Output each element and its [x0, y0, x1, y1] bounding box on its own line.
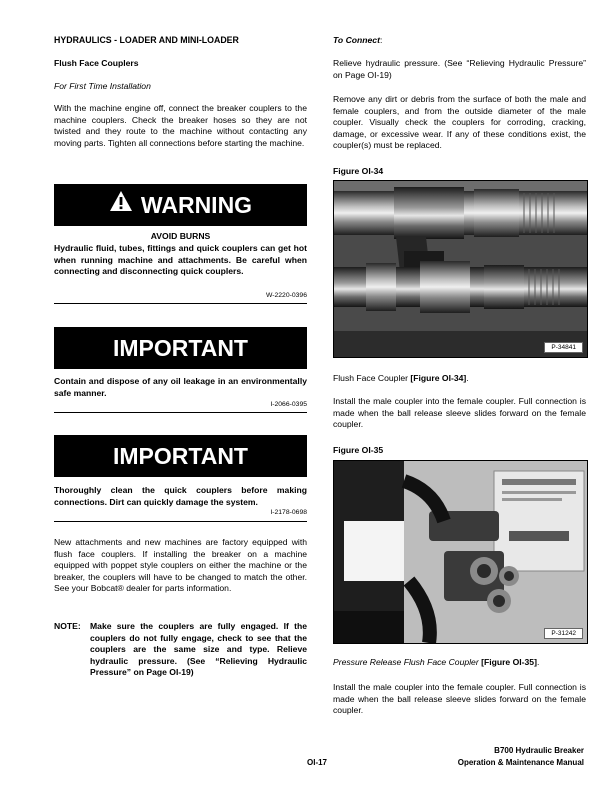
intro-paragraph: With the machine engine off, connect the breaker couplers to the machine couplers. Check the breaker hoses so they are not twisted and they route to the machine without contacting any moving parts. Tighten all connections before starting the machine. [54, 103, 307, 148]
figure-oi-34-code: P-34841 [544, 342, 583, 353]
important-divider-1 [54, 412, 307, 413]
install-paragraph-1: Install the male coupler into the female coupler. Full connection is made when the ball release sleeve slides forward on the female coupler. [333, 396, 586, 430]
to-connect-heading: To Connect: [333, 35, 383, 45]
figure-oi-34-label: Figure OI-34 [333, 166, 384, 176]
figure-oi-34-photo [333, 180, 588, 358]
warning-triangle-icon [109, 183, 133, 225]
warning-code: W-2220-0396 [265, 292, 307, 299]
doc-title: B700 Hydraulic Breaker [494, 746, 584, 755]
coupler-photo-image [334, 181, 587, 357]
figure-oi-35-photo [333, 460, 588, 644]
important-text-2: Thoroughly clean the quick couplers before making connections. Dirt can quickly damage the system. [54, 485, 307, 507]
important-divider-2 [54, 521, 307, 522]
figure-oi-35-caption: Pressure Release Flush Face Coupler [Figure OI-35]. [333, 657, 540, 667]
warning-title: AVOID BURNS [150, 231, 211, 241]
inspect-paragraph: Remove any dirt or debris from the surface of both the male and female couplers, and from the outside diameter of the male coupler. Visually check the couplers for corroding, cracking, damage, or excessive wear. If any of these conditions exist, the coupler(s) must be replaced. [333, 94, 586, 151]
figure-oi-34-caption: Flush Face Coupler [Figure OI-34]. [333, 373, 469, 383]
figure-oi-35-ref: [Figure OI-35] [481, 657, 537, 667]
flush-face-paragraph: New attachments and new machines are factory equipped with flush face couplers. If installing the breaker on a machine equipped with poppet style couplers on either the machine or the breaker, the couplers will have to be changed to match the other. See your Bobcat® dealer for parts information. [54, 537, 307, 594]
important-code-2: I-2178-0698 [270, 509, 307, 516]
page-number: OI-17 [307, 758, 328, 767]
important-banner-2: IMPORTANT [54, 435, 307, 477]
warning-text: Hydraulic fluid, tubes, fittings and quick couplers can get hot when running machine and attachments. Be careful when connecting and disconnecting quick couplers. [54, 243, 307, 277]
important-text-1: Contain and dispose of any oil leakage in an environmentally safe manner. [54, 376, 307, 398]
install-paragraph-2: Install the male coupler into the female coupler. Full connection is made when the ball release sleeve slides forward on the female coupler. [333, 682, 586, 716]
pressure-release-coupler-image [334, 461, 587, 643]
figure-oi-34-ref: [Figure OI-34] [410, 373, 467, 383]
important-banner-1: IMPORTANT [54, 327, 307, 369]
note-label: NOTE: [54, 621, 81, 631]
warning-banner [54, 184, 307, 226]
doc-subtitle: Operation & Maintenance Manual [457, 758, 584, 767]
note-text: Make sure the couplers are fully engaged. If the couplers do not fully engage, check to see that the couplers are the same size and type. Relieve hydraulic pressure. (See “Relieving Hydraulic Pressure” on Page OI-19) [90, 621, 307, 678]
relieve-paragraph: Relieve hydraulic pressure. (See “Relieving Hydraulic Pressure” on Page OI-19) [333, 58, 586, 80]
important-code-1: I-2066-0395 [270, 401, 307, 408]
warning-label: WARNING [140, 192, 253, 218]
figure-oi-35-label: Figure OI-35 [333, 445, 384, 455]
section-title: HYDRAULICS - LOADER AND MINI-LOADER [54, 35, 239, 45]
figure-oi-35-code: P-31242 [544, 628, 583, 639]
subheading: For First Time Installation [54, 81, 151, 91]
warning-divider [54, 303, 307, 304]
subsection-title: Flush Face Couplers [54, 58, 139, 68]
